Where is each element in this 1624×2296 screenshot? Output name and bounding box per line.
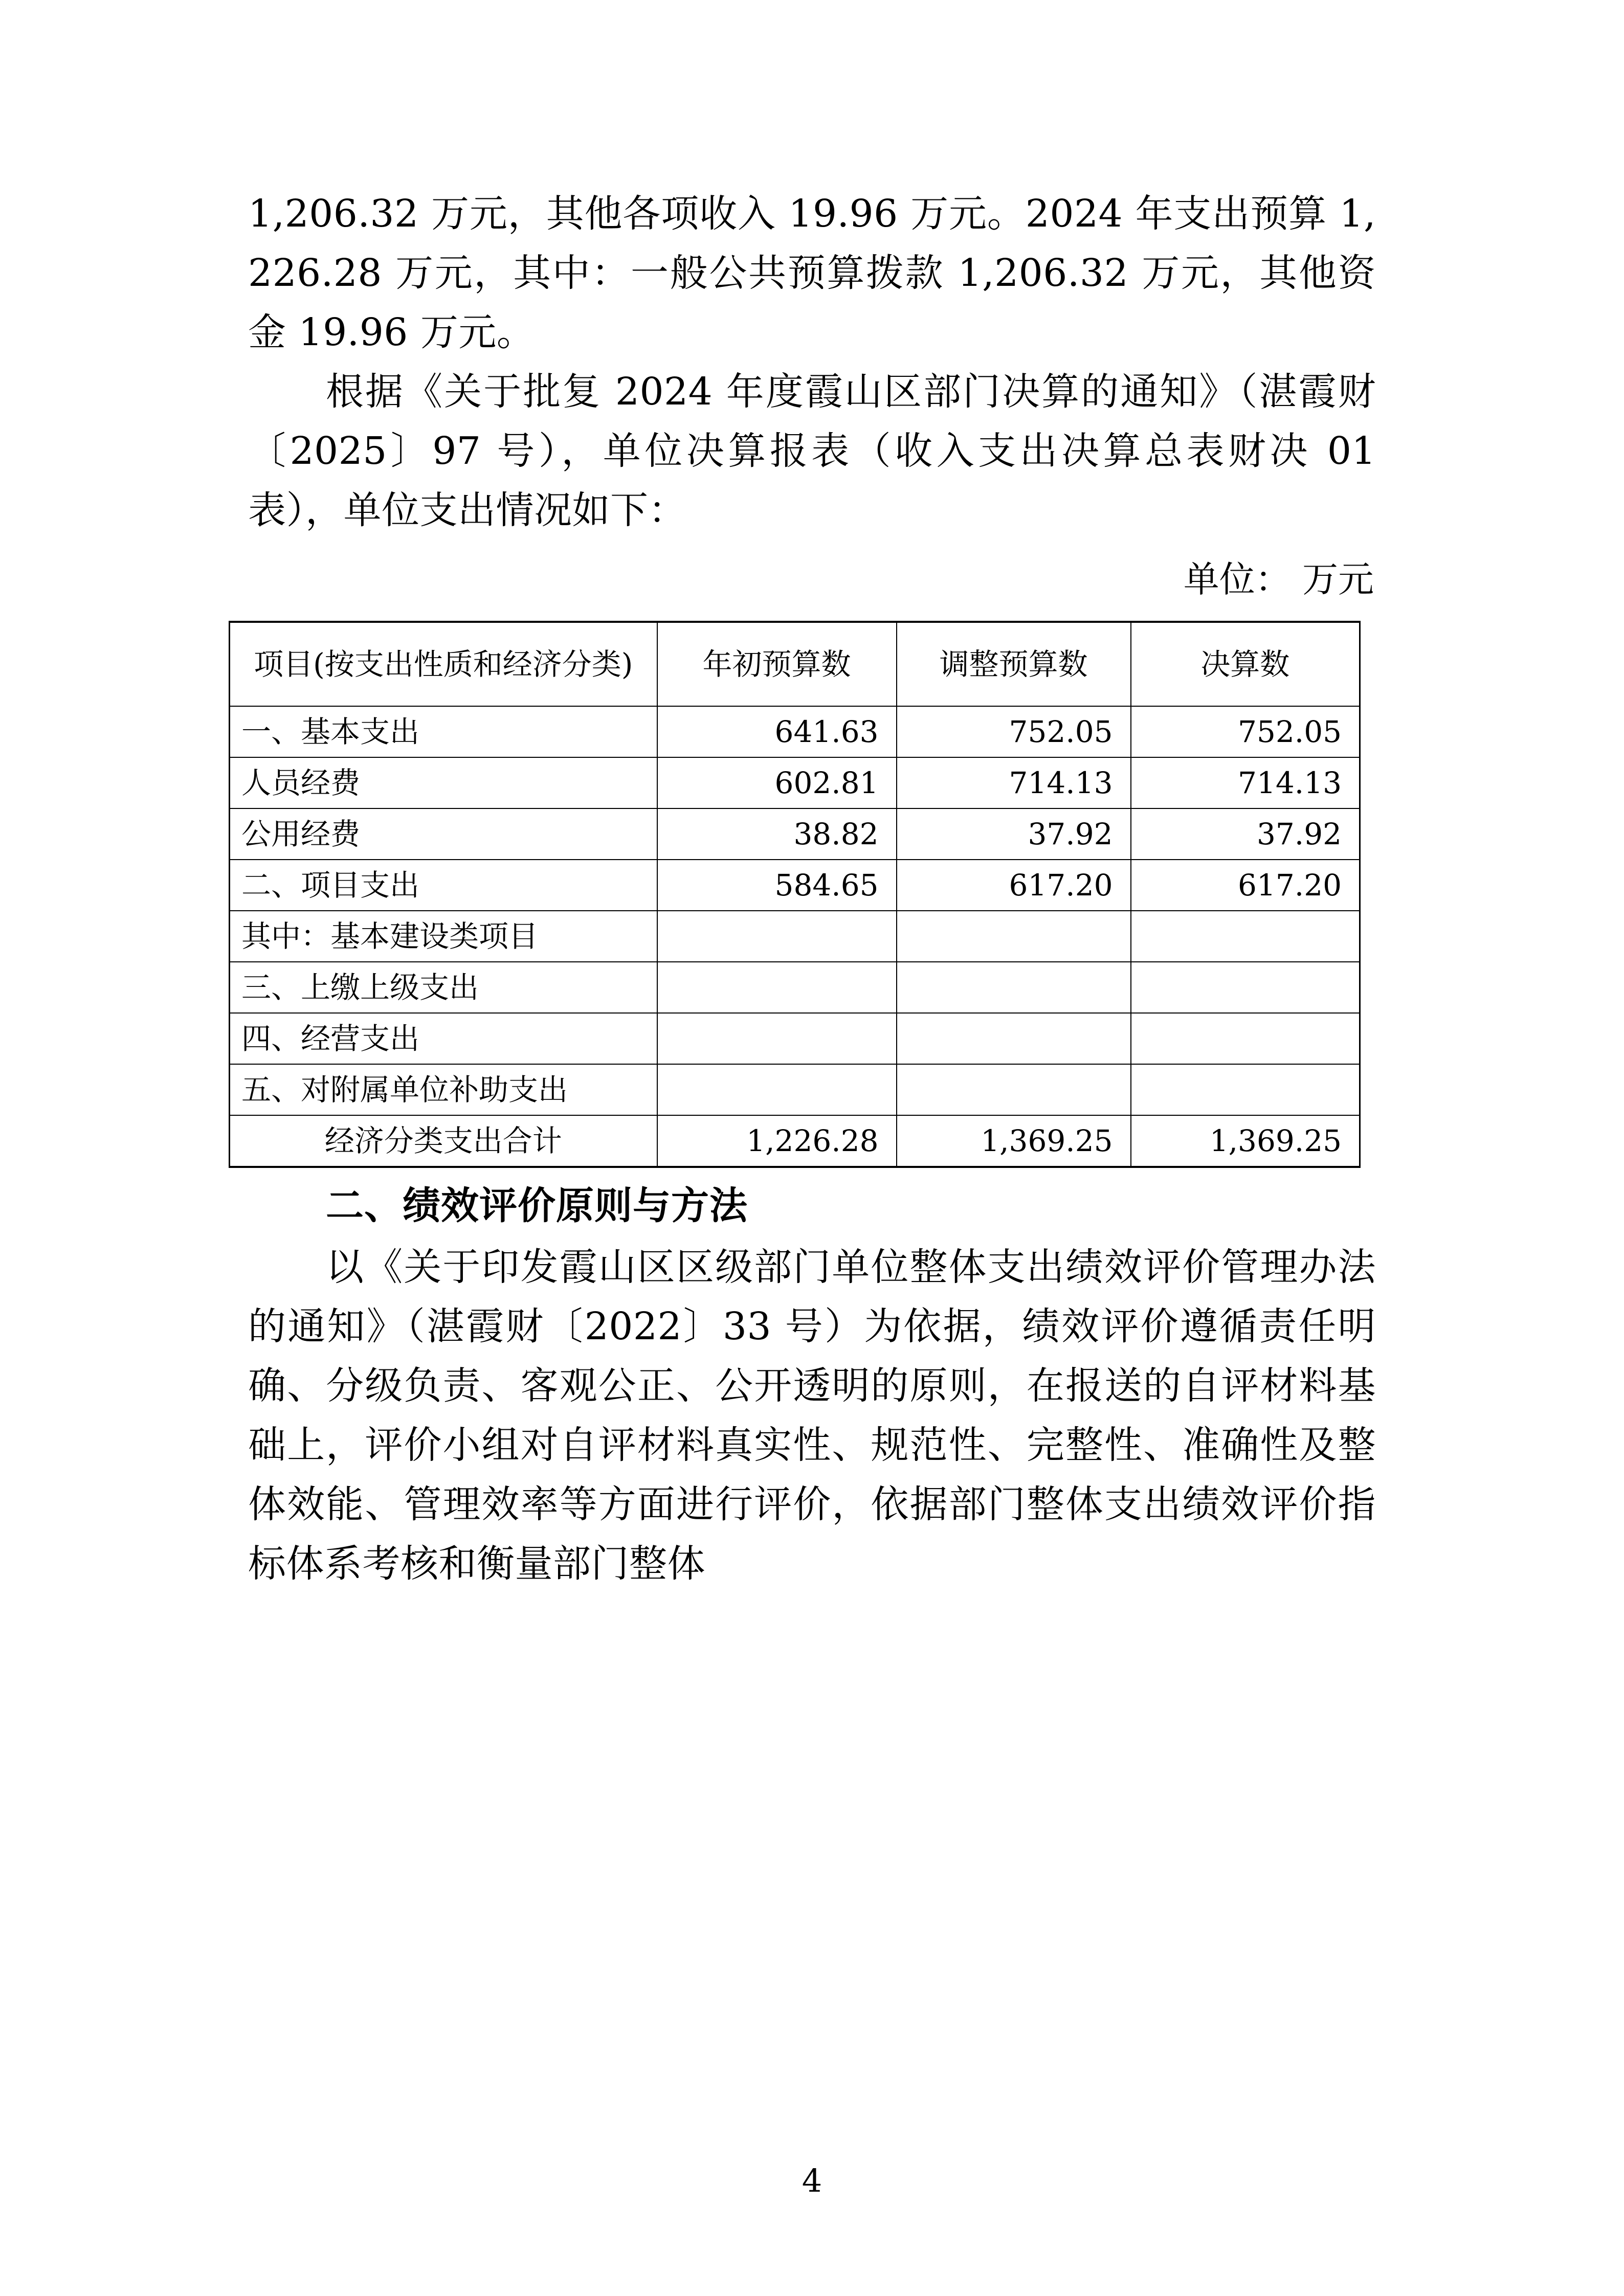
paragraph-approval-basis: 根据《关于批复 2024 年度霞山区部门决算的通知》（湛霞财〔2025〕97 号），单位决算报表（收入支出决算总表财决 01 表），单位支出情况如下：	[248, 370, 1376, 532]
table-cell-value: 641.63	[657, 706, 897, 757]
table-cell-value: 37.92	[1131, 808, 1360, 860]
table-header-row	[230, 622, 1360, 706]
table-cell-value	[897, 1064, 1131, 1115]
table-cell-value: 714.13	[897, 757, 1131, 808]
table-cell-value: 617.20	[897, 860, 1131, 911]
table-row	[230, 911, 1360, 962]
table-cell-value	[897, 1013, 1131, 1064]
table-cell-value	[897, 962, 1131, 1013]
table-row-label: 人员经费	[230, 757, 657, 808]
table-cell-value: 752.05	[1131, 706, 1360, 757]
table-row	[230, 860, 1360, 911]
table-row-label: 三、上缴上级支出	[230, 962, 657, 1013]
table-header-cell: 年初预算数	[657, 622, 897, 706]
table-row-label: 经济分类支出合计	[230, 1115, 657, 1167]
table-cell-value: 38.82	[657, 808, 897, 860]
paragraph-evaluation-method: 以《关于印发霞山区区级部门单位整体支出绩效评价管理办法的通知》（湛霞财〔2022〕33 号）为依据，绩效评价遵循责任明确、分级负责、客观公正、公开透明的原则，在报送的自评材料基础上，评价小组对自评材料真实性、规范性、完整性、准确性及整体效能、管理效率等方面进行评价，依据部门整体支出绩效评价指标体系考核和衡量部门整体	[248, 1245, 1376, 1586]
paragraph-budget-summary: 1,206.32 万元，其他各项收入 19.96 万元。2024 年支出预算 1,226.28 万元，其中：一般公共预算拨款 1,206.32 万元，其他资金 19.96 万元。	[248, 192, 1376, 354]
table-cell-value: 584.65	[657, 860, 897, 911]
expenditure-table	[229, 621, 1361, 1168]
table-row-label: 其中：基本建设类项目	[230, 911, 657, 962]
section-heading-evaluation-principles: 二、绩效评价原则与方法	[326, 1184, 748, 1228]
table-cell-value	[897, 911, 1131, 962]
table-cell-value	[1131, 1013, 1360, 1064]
table-row	[230, 1064, 1360, 1115]
table-cell-value: 617.20	[1131, 860, 1360, 911]
page-number: 4	[802, 2162, 822, 2199]
table-header-cell: 项目(按支出性质和经济分类)	[230, 622, 657, 706]
table-cell-value: 1,226.28	[657, 1115, 897, 1167]
table-cell-value	[1131, 962, 1360, 1013]
table-unit-note: 单位： 万元	[1183, 558, 1374, 600]
table-cell-value	[1131, 911, 1360, 962]
table-cell-value: 602.81	[657, 757, 897, 808]
table-row	[230, 808, 1360, 860]
table-row	[230, 706, 1360, 757]
table-row-label: 一、基本支出	[230, 706, 657, 757]
table-cell-value	[657, 1013, 897, 1064]
table-cell-value	[657, 962, 897, 1013]
table-header-cell: 决算数	[1131, 622, 1360, 706]
table-cell-value	[657, 1064, 897, 1115]
table-cell-value: 1,369.25	[897, 1115, 1131, 1167]
table-cell-value: 752.05	[897, 706, 1131, 757]
table-cell-value	[1131, 1064, 1360, 1115]
table-row	[230, 757, 1360, 808]
table-row-label: 四、经营支出	[230, 1013, 657, 1064]
table-row-label: 五、对附属单位补助支出	[230, 1064, 657, 1115]
document-body	[241, 184, 1376, 1593]
table-row-label: 公用经费	[230, 808, 657, 860]
table-cell-value: 37.92	[897, 808, 1131, 860]
table-row-label: 二、项目支出	[230, 860, 657, 911]
table-row	[230, 1013, 1360, 1064]
table-cell-value	[657, 911, 897, 962]
table-header-cell: 调整预算数	[897, 622, 1131, 706]
table-cell-value: 1,369.25	[1131, 1115, 1360, 1167]
table-row	[230, 1115, 1360, 1167]
table-cell-value: 714.13	[1131, 757, 1360, 808]
table-row	[230, 962, 1360, 1013]
